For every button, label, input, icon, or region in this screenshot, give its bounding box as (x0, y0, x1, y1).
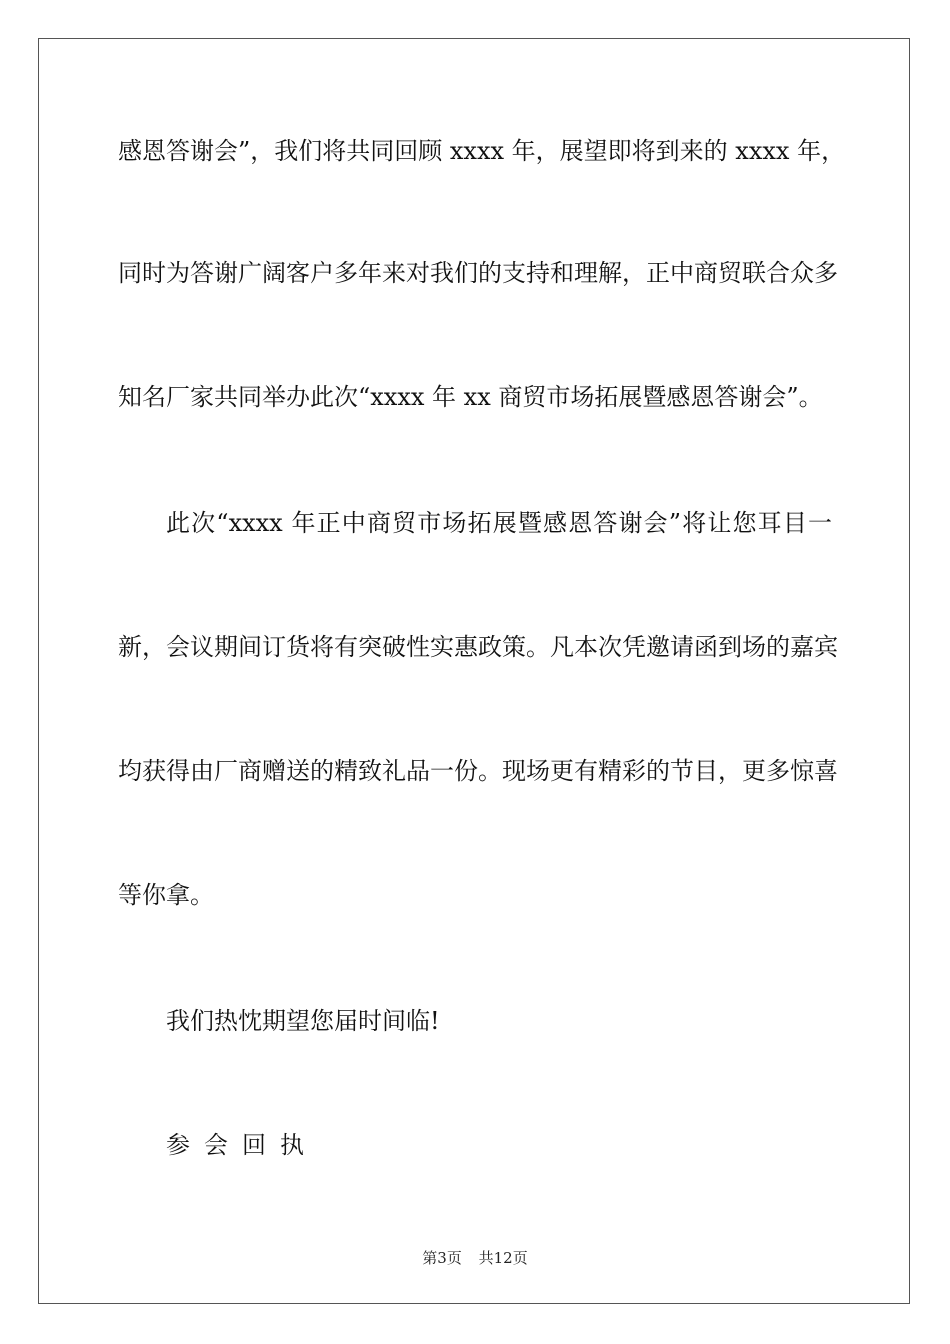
page-footer (0, 1248, 950, 1268)
page-frame (38, 38, 910, 1304)
paragraph-2-line-2: 新，会议期间订货将有突破性实惠政策。凡本次凭邀请函到场的嘉宾 (118, 633, 838, 661)
closing-line: 我们热忱期望您届时间临! (166, 1007, 440, 1035)
paragraph-2-line-4: 等你拿。 (118, 881, 214, 909)
body-line-3: 知名厂家共同举办此次“xxxx 年 xx 商贸市场拓展暨感恩答谢会”。 (118, 383, 823, 411)
body-line-1: 感恩答谢会”，我们将共同回顾 xxxx 年，展望即将到来的 xxxx 年， (118, 137, 846, 165)
paragraph-2-line-1: 此次“xxxx 年正中商贸市场拓展暨感恩答谢会”将让您耳目一 (166, 509, 832, 537)
page-number: 第3页 (422, 1249, 462, 1267)
body-line-2: 同时为答谢广阔客户多年来对我们的支持和理解，正中商贸联合众多 (118, 259, 838, 287)
paragraph-2-line-3: 均获得由厂商赠送的精致礼品一份。现场更有精彩的节目，更多惊喜 (118, 757, 838, 785)
reply-heading: 参会回执 (166, 1131, 318, 1159)
page-total: 共12页 (478, 1249, 528, 1267)
